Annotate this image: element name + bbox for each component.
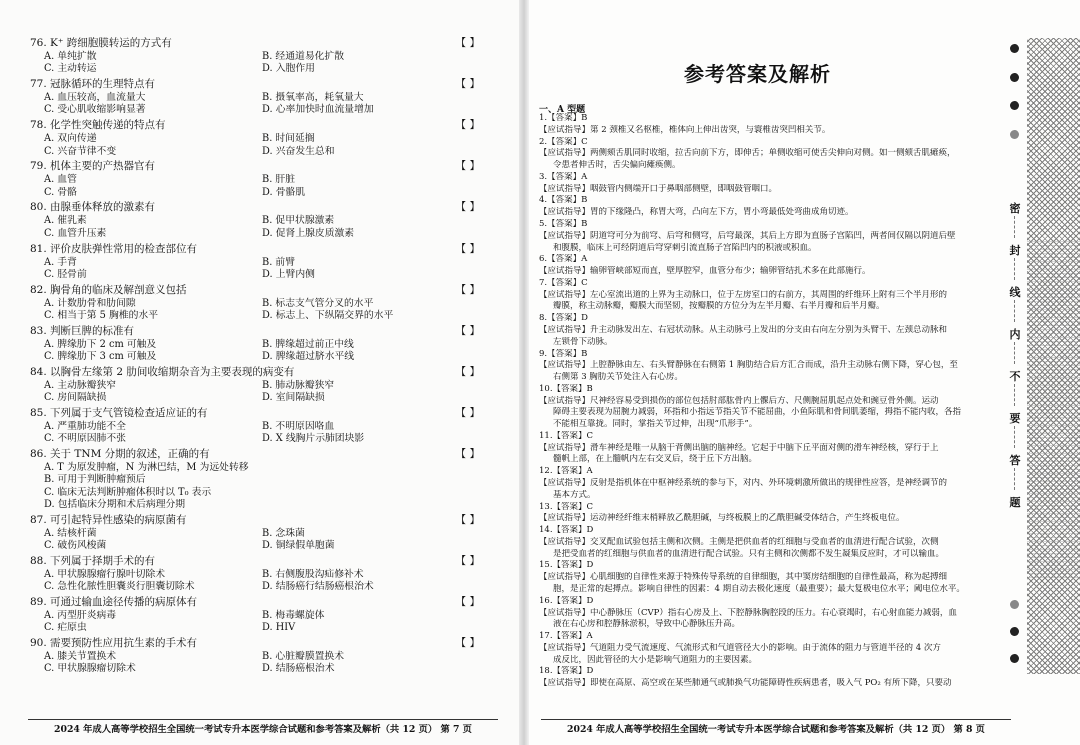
question-text: 82. 胸骨角的临床及解剖意义包括 [30,283,187,296]
option-c: C. 疟原虫 [44,622,87,634]
seal-dashed-line [1014,216,1015,238]
seal-dashed-line [1014,384,1015,406]
option-c: C. 脾缘肋下 3 cm 可触及 [44,351,157,362]
option-d: D. 兴奋发生总和 [262,145,335,157]
option-a: A. 单纯扩散 [44,51,97,62]
section-heading: 一、A 型题 [539,105,586,115]
binding-stripe-pattern [1027,238,1080,578]
answer-key-line: 17.【答案】A [539,631,593,642]
question-stem [30,406,492,420]
seal-dashed-line [1014,300,1015,322]
book-spine [519,0,529,745]
option-d: D. 结肠癌行结肠癌根治术 [262,581,374,593]
question-text: 88. 下列属于择期手术的有 [30,554,156,567]
seal-dashed-line [1014,342,1015,364]
option-a: A. 双向传递 [44,133,97,145]
seal-line-char: 线 [1009,286,1021,299]
question-stem [30,118,492,132]
explanation-line: 【应试指导】心肌细胞的自律性来源于特殊传导系统的自律细胞，其中窦房结细胞的自律性最高，称为起搏细 [539,572,948,583]
explanation-line: 【应试指导】交叉配血试验包括主侧和次侧。主侧是把供血者的红细胞与受血者的血清进行配合试验，次侧 [539,536,939,547]
explanation-line: 障碍主要表现为屈腕力减弱，环指和小指远节指关节不能屈曲，小鱼际肌和骨间肌萎缩，拇指不能内收，各指 [553,407,962,418]
option-d: D. X 线胸片示肺团块影 [262,433,365,445]
question-stem [30,447,492,461]
option-c: C. 破伤风梭菌 [44,540,107,551]
option-d: D. 包括临床分期和术后病理分期 [44,498,186,510]
question-stem [30,159,492,173]
option-d: D. 标志上、下纵隔交界的水平 [262,309,394,321]
option-c: C. 相当于第 5 胸椎的水平 [44,309,159,321]
explanation-line: 【应试指导】气道阻力受气流速度、气流形式和气道管径大小的影响。由于流体的阻力与管道半径的 4 次方 [539,642,941,653]
option-d: D. 脾缘超过脐水平线 [262,351,355,362]
seal-line-char: 封 [1009,244,1021,257]
explanation-line: 【应试指导】运动神经纤维末梢释放乙酰胆碱，与终板膜上的乙酰胆碱受体结合，产生终板电位。 [539,513,905,524]
option-c: C. 不明原因肺不张 [44,433,126,445]
question-text: 90. 需要预防性应用抗生素的手术有 [30,637,198,649]
option-b: B. 可用于判断肿瘤预后 [44,474,146,486]
option-a: A. 催乳素 [44,215,87,227]
option-c: C. 甲状腺腺瘤切除术 [44,663,136,675]
explanation-line: 【应试指导】两侧颏舌肌同时收缩，拉舌向前下方，即伸舌；单侧收缩可使舌尖伸向对侧。如一侧颏舌肌瘫痪， [539,148,956,159]
answer-key-line: 6.【答案】A [539,254,588,265]
answer-bracket[interactable]: 【 】 [455,637,480,649]
right-page [529,0,1080,745]
explanation-line: 是把受血者的红细胞与供血者的血清进行配合试验。只有主侧和次侧都不发生凝集反应时，才可以输血。 [553,548,945,559]
answer-key-line: 14.【答案】D [539,525,594,536]
question-text: 83. 判断巨脾的标准有 [30,324,135,337]
question-stem [30,242,492,256]
explanation-line: 髓帆上部，在上髓帆内左右交叉后，绕于丘下方出脑。 [553,454,758,465]
explanation-line: 【应试指导】阴道穹可分为前穹、后穹和侧穹，后穹最深，其后上方即为直肠子宫陷凹，两者间仅隔以阴道后壁 [539,230,956,241]
question-stem [30,595,492,609]
answer-bracket[interactable]: 【 】 [455,324,480,337]
option-d: D. 入胞作用 [262,63,315,75]
seal-line-char: 要 [1009,412,1021,425]
binding-hole-icon [1010,600,1019,609]
seal-line-char: 密 [1009,202,1021,215]
question-text: 78. 化学性突触传递的特点有 [30,119,166,132]
explanation-line: 【应试指导】即使在高原、高空或在某些肺通气或肺换气功能障碍性疾病患者，吸入气 PO₂ 有所下降，只要动 [539,678,952,689]
question-stem [30,200,492,214]
option-a: A. 血压较高，血流量大 [44,92,146,104]
question-stem [30,636,492,650]
answer-bracket[interactable]: 【 】 [455,406,480,419]
option-c: C. 胫骨前 [44,268,87,280]
binding-hole-icon [1010,654,1019,663]
explanation-line: 和腹膜，临床上可经阴道后穹穿刺引流直肠子宫陷凹内的积液或积血。 [553,242,817,253]
explanation-line: 【应试指导】咽鼓管内侧端开口于鼻咽部侧壁，即咽鼓管咽口。 [539,183,778,194]
explanation-line: 【应试指导】输卵管峡部短而直，壁厚腔窄，血管分布少；输卵管结扎术多在此部施行。 [539,266,871,277]
explanation-line: 左锁骨下动脉。 [553,336,613,347]
seal-line-char: 内 [1009,328,1021,341]
footer-left: 2024 年成人高等学校招生全国统一考试专升本医学综合试题和参考答案及解析（共 12 页） 第 7 页 [28,719,498,733]
option-a: A. 主动脉瓣狭窄 [44,379,117,391]
seal-line-char: 答 [1009,454,1021,467]
answer-key-line: 18.【答案】D [539,666,594,677]
explanation-line: 右侧第 3 胸肋关节处注入右心房。 [553,372,683,383]
option-b: B. 标志支气管分叉的水平 [262,297,374,309]
option-d: D. 室间隔缺损 [262,392,325,404]
option-c: C. 受心肌收缩影响显著 [44,104,146,116]
option-b: B. 梅毒螺旋体 [262,609,325,621]
binding-hole-icon [1010,101,1019,110]
explanation-line: 【应试指导】尺神经容易受到损伤的部位包括肘部肱骨内上髁后方、尺侧腕屈肌起点处和豌豆骨外侧。运动 [539,395,939,406]
binding-hole-icon [1010,44,1019,53]
answer-bracket[interactable]: 【 】 [455,365,480,378]
explanation-line: 胞，是正常的起搏点。影响自律性的因素：4 期自动去极化速度（最重要）；最大复极电位水平；阈电位水平。 [553,584,965,595]
option-a: A. 丙型肝炎病毒 [44,609,117,621]
question-text: 80. 由腺垂体释放的激素有 [30,201,156,214]
answer-bracket[interactable]: 【 】 [455,119,480,132]
binding-hole-icon [1010,130,1019,139]
question-text: 79. 机体主要的产热器官有 [30,160,156,173]
question-text: 87. 可引起特异性感染的病原菌有 [30,513,187,526]
option-b: B. 右侧腹股沟疝修补术 [262,568,364,580]
option-d: D. 促肾上腺皮质激素 [262,227,355,239]
question-stem [30,283,492,297]
answer-key-line: 16.【答案】D [539,595,594,606]
seal-line-char: 题 [1009,496,1021,509]
answer-bracket[interactable]: 【 】 [455,160,480,173]
option-a: A. 结核杆菌 [44,527,97,539]
option-b: B. 促甲状腺激素 [262,215,335,227]
answer-key-line: 2.【答案】C [539,136,588,147]
answer-bracket[interactable]: 【 】 [455,595,480,608]
question-stem [30,77,492,91]
explanation-line: 基本方式。 [553,489,596,500]
explanation-line: 【应试指导】左心室流出道的上界为主动脉口，位于左房室口的右前方，其周围的纤维环上附有三个半月形的 [539,289,948,300]
question-stem [30,324,492,338]
answer-key-line: 15.【答案】D [539,560,594,571]
question-text: 77. 冠脉循环的生理特点有 [30,78,156,91]
explanation-line: 【应试指导】滑车神经是唯一从脑干背侧出脑的脑神经。它起于中脑下丘平面对侧的滑车神经核，穿行于上 [539,442,939,453]
answer-key-line: 10.【答案】B [539,383,593,394]
option-b: B. 肝脏 [262,174,296,186]
option-a: A. 手背 [44,256,77,268]
option-c: C. 骨骼 [44,186,77,198]
answer-bracket[interactable]: 【 】 [455,448,480,460]
answer-bracket[interactable]: 【 】 [455,554,480,567]
option-d: D. 心率加快时血流量增加 [262,104,374,116]
answer-bracket[interactable]: 【 】 [455,201,480,214]
binding-hole-icon [1010,73,1019,82]
answer-key-line: 5.【答案】B [539,218,588,229]
option-c: C. 主动转运 [44,63,97,75]
option-c: C. 血管升压素 [44,227,107,239]
explanation-line: 液在右心房和腔静脉淤积，导致中心静脉压升高。 [553,619,741,630]
explanation-line: 不能相互靠拢。同时，掌指关节过伸，出现“爪形手”。 [553,419,758,430]
option-b: B. 肺动脉瓣狭窄 [262,379,335,391]
option-d: D. HIV [262,622,296,634]
option-a: A. T 为原发肿瘤，N 为淋巴结，M 为远处转移 [44,462,249,473]
question-stem [30,36,492,50]
answer-key-line: 3.【答案】A [539,171,588,182]
answer-bracket[interactable]: 【 】 [455,513,480,526]
answer-bracket[interactable]: 【 】 [455,242,480,255]
explanation-line: 【应试指导】升主动脉发出左、右冠状动脉。从主动脉弓上发出的分支由右向左分别为头臂干、左颈总动脉和 [539,324,948,335]
option-c: C. 急性化脓性胆囊炎行胆囊切除术 [44,581,195,593]
explanation-line: 【应试指导】上腔静脉由左、右头臂静脉在右侧第 1 胸肋结合后方汇合而成，沿升主动脉右侧下降，穿心包，至 [539,360,958,371]
question-text: 89. 可通过输血途径传播的病原体有 [30,595,198,608]
option-b: B. 经通道易化扩散 [262,51,345,62]
option-a: A. 血管 [44,174,77,186]
seal-dashed-line [1014,258,1015,280]
explanation-line: 成反比，因此管径的大小是影响气道阻力的主要因素。 [553,654,758,665]
option-a: A. 严重肺功能不全 [44,420,126,432]
explanation-line: 瓣膜，称主动脉瓣，瓣膜大而坚韧，按瓣膜的方位分为左半月瓣、右半月瓣和后半月瓣。 [553,301,885,312]
option-b: B. 不明原因咯血 [262,420,335,432]
option-b: B. 脾缘超过前正中线 [262,338,354,350]
answer-bracket[interactable]: 【 】 [455,283,480,296]
option-c: C. 临床无法判断肿瘤体积时以 T₀ 表示 [44,486,212,498]
seal-dashed-line [1014,468,1015,490]
option-b: B. 前臂 [262,256,296,268]
question-text: 84. 以胸骨左缘第 2 肋间收缩期杂音为主要表现的病变有 [30,365,295,378]
answer-key-line: 9.【答案】B [539,348,588,359]
footer-right: 2024 年成人高等学校招生全国统一考试专升本医学综合试题和参考答案及解析（共 12 页） 第 8 页 [541,719,1011,733]
option-a: A. 计数肋骨和肋间隙 [44,297,136,309]
option-b: B. 心脏瓣膜置换术 [262,651,345,662]
option-a: A. 膝关节置换术 [44,651,117,662]
question-text: 76. K⁺ 跨细胞膜转运的方式有 [30,37,172,49]
answer-key-line: 7.【答案】C [539,277,588,288]
answer-title: 参考答案及解析 [684,62,831,86]
option-a: A. 脾缘肋下 2 cm 可触及 [44,338,157,350]
answer-key-line: 1.【答案】B [539,113,588,123]
question-text: 85. 下列属于支气管镜检查适应证的有 [30,406,208,419]
answer-key-line: 13.【答案】C [539,501,594,512]
seal-line-char: 不 [1009,370,1021,383]
explanation-line: 【应试指导】胃的下缘隆凸，称胃大弯，凸向左下方，胃小弯最低处弯曲成角切迹。 [539,207,854,218]
option-d: D. 铜绿假单胞菌 [262,540,335,551]
option-b: B. 时间延搁 [262,133,315,145]
option-d: D. 骨骼肌 [262,186,306,198]
option-b: B. 念珠菌 [262,527,305,539]
answer-key-line: 8.【答案】D [539,313,588,324]
option-c: C. 房间隔缺损 [44,392,107,404]
answer-key-line: 4.【答案】B [539,195,588,206]
answer-key-line: 12.【答案】A [539,466,593,477]
seal-dashed-line [1014,426,1015,448]
answer-key-line: 11.【答案】C [539,430,594,441]
option-b: B. 摄氧率高，耗氧量大 [262,92,364,104]
question-stem [30,365,492,379]
option-d: D. 上臂内侧 [262,268,315,280]
question-text: 81. 评价皮肤弹性常用的检查部位有 [30,242,198,255]
explanation-line: 令患者伸舌时，舌尖偏向瘫痪侧。 [553,160,681,171]
explanation-line: 【应试指导】中心静脉压（CVP）指右心房及上、下腔静脉胸腔段的压力。右心衰竭时，右心射血能力减弱，血 [539,607,957,618]
answer-bracket[interactable]: 【 】 [455,37,480,49]
left-page [0,0,525,745]
question-stem [30,513,492,527]
question-text: 86. 关于 TNM 分期的叙述，正确的有 [30,448,210,460]
option-c: C. 兴奋节律不变 [44,145,117,157]
answer-bracket[interactable]: 【 】 [455,78,480,91]
option-d: D. 结肠癌根治术 [262,663,335,675]
explanation-line: 【应试指导】第 2 颈椎又名枢椎，椎体向上伸出齿突，与寰椎齿突凹相关节。 [539,124,831,135]
option-a: A. 甲状腺腺瘤行腺叶切除术 [44,568,166,580]
binding-hole-icon [1010,627,1019,636]
explanation-line: 【应试指导】反射是指机体在中枢神经系统的参与下，对内、外环境刺激所做出的规律性应答，是神经调节的 [539,478,948,489]
question-stem [30,554,492,568]
